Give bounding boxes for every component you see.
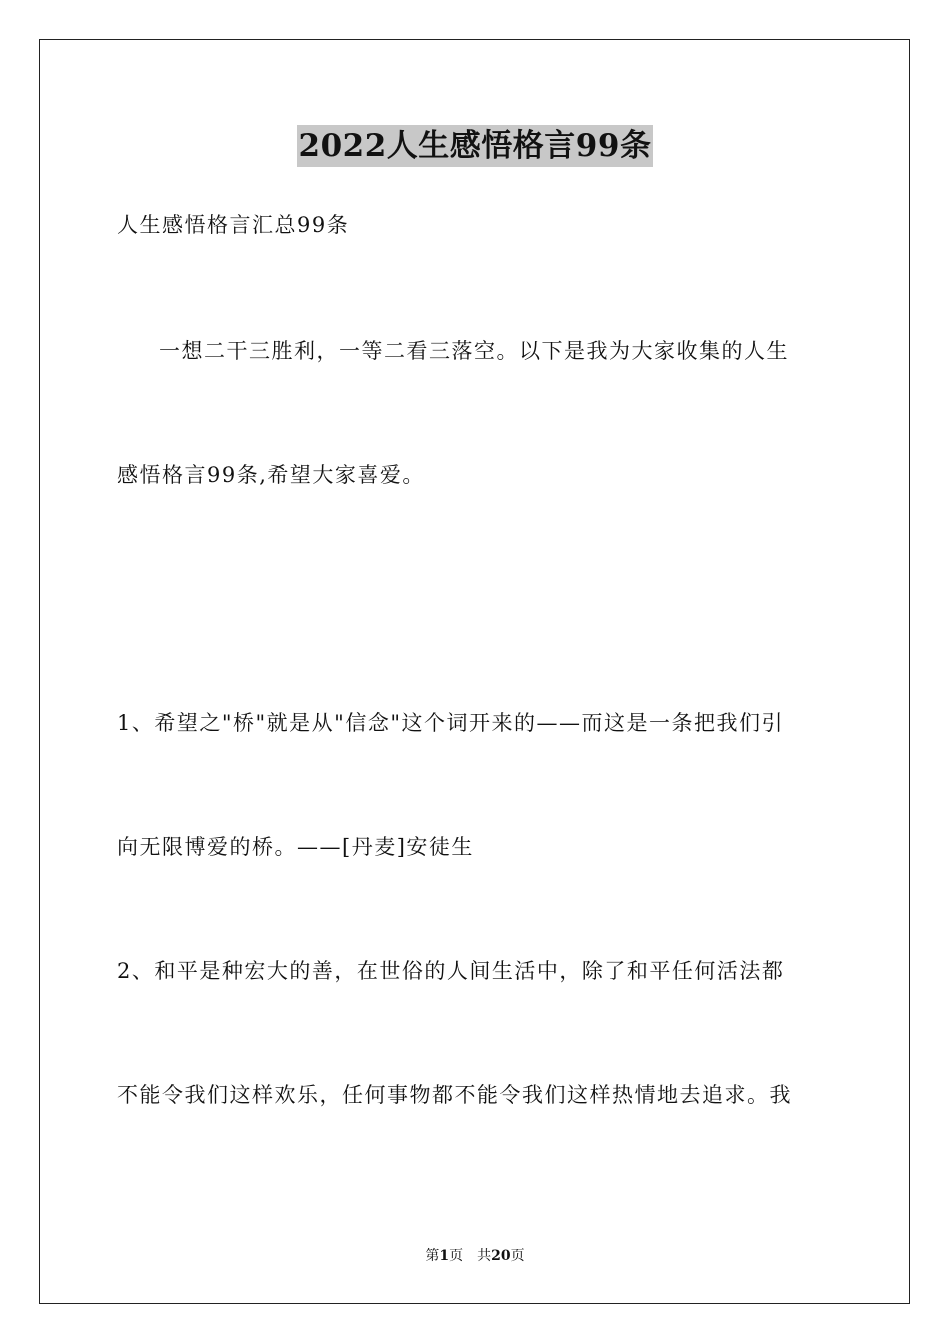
page-footer	[0, 1246, 950, 1266]
page-suffix: 页	[449, 1248, 464, 1264]
paragraph-line: 一想二干三胜利，一等二看三落空。以下是我为大家收集的人生	[159, 339, 789, 363]
total-prefix: 共	[477, 1248, 492, 1264]
total-pages: 20	[491, 1248, 511, 1264]
total-suffix: 页	[510, 1248, 525, 1264]
document-subtitle: 人生感悟格言汇总99条	[117, 213, 350, 237]
paragraph-line: 感悟格言99条,希望大家喜爱。	[117, 463, 425, 487]
title-container	[0, 125, 950, 167]
paragraph-line: 向无限博爱的桥。——[丹麦]安徒生	[117, 835, 474, 859]
document-title: 2022人生感悟格言99条	[297, 125, 654, 167]
paragraph-line: 1、希望之"桥"就是从"信念"这个词开来的——而这是一条把我们引	[117, 711, 784, 735]
paragraph-line: 2、和平是种宏大的善，在世俗的人间生活中，除了和平任何活法都	[117, 959, 785, 983]
page-number: 1	[439, 1248, 450, 1264]
page-prefix: 第	[425, 1248, 440, 1264]
paragraph-line: 不能令我们这样欢乐，任何事物都不能令我们这样热情地去追求。我	[117, 1083, 792, 1107]
